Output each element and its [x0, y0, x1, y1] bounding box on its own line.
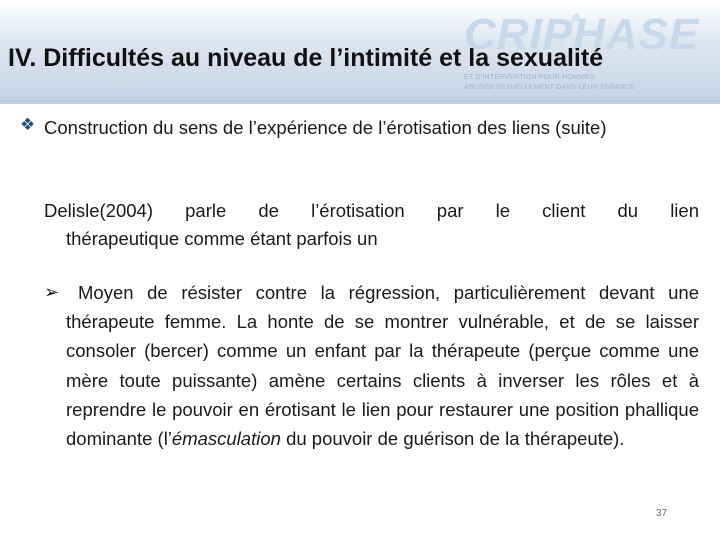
sub-bullet-emphasis: émasculation [171, 428, 281, 450]
paragraph-line-1: Delisle(2004) parle de l’érotisation par le client du lien [44, 200, 699, 221]
sub-bullet [44, 278, 699, 453]
main-bullet-text: Construction du sens de l’expérience de l’érotisation des liens (suite) [44, 117, 607, 138]
diamond-bullet-icon: ❖ [20, 115, 36, 134]
logo-tagline-2: ABUSÉS SEXUELLEMENT DANS LEUR ENFANCE [464, 84, 635, 91]
sub-bullet-text-part-2: du pouvoir de guérison de la thérapeute). [280, 428, 625, 450]
paragraph-line-2: thérapeutique comme étant parfois un [66, 228, 378, 249]
header-divider [0, 100, 720, 102]
logo-name: CRIPHASE [464, 10, 700, 59]
sub-bullet-text [44, 278, 699, 453]
arrow-bullet-icon: ➢ [44, 282, 60, 302]
page-number: 37 [656, 508, 668, 519]
logo-tagline-1: ET D’INTERVENTION POUR HOMMES [464, 74, 595, 81]
slide-title: IV. Difficultés au niveau de l’intimité et la sexualité [8, 44, 604, 72]
sub-bullet-text-part-1: Moyen de résister contre la régression, particulièrement devant une thérapeute femme. La honte de se montrer vulnérable, et de se laisser consoler (bercer) comme un enfant par la thérapeute (perçue comme une mère toute puissante) amène certains clients à inverser les rôles et à reprendre le pouvoir en érotisant le lien pour restaurer une position phallique dominante (l’ [66, 282, 699, 450]
delisle-paragraph [44, 197, 699, 253]
